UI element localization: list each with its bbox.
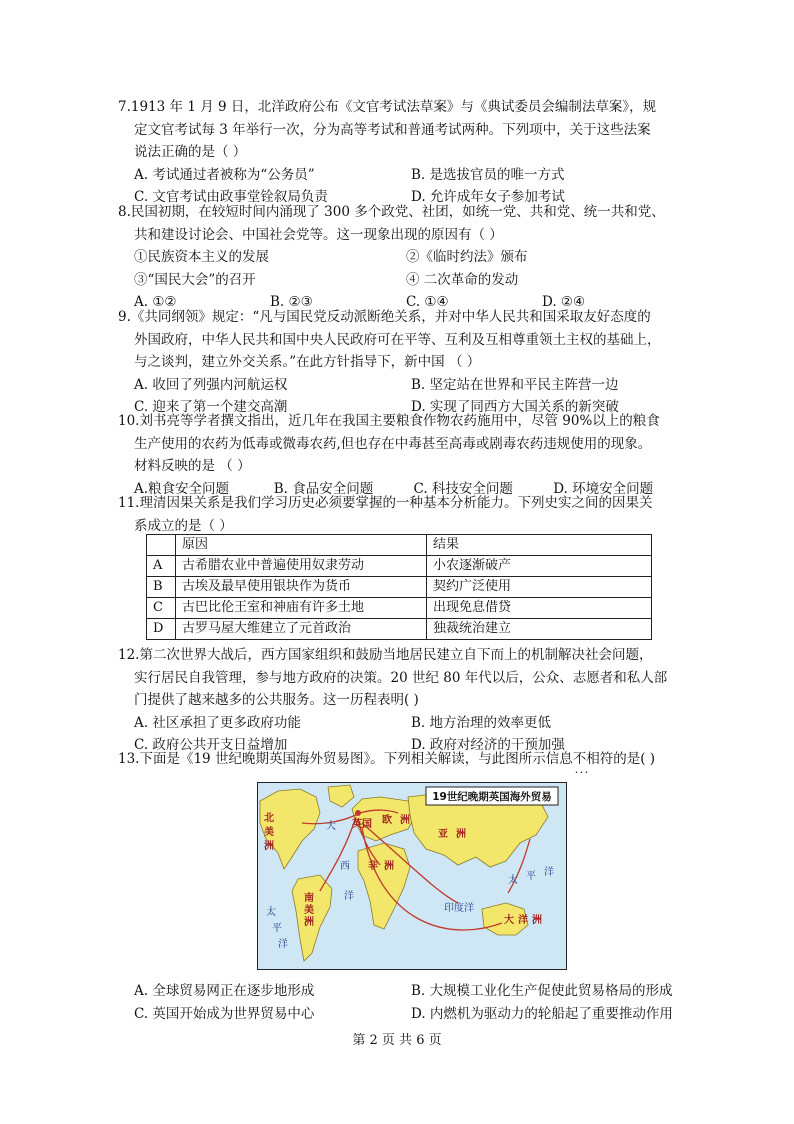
- map-label: 西: [340, 861, 350, 872]
- option-a[interactable]: A. 考试通过者被称为“公务员”: [134, 166, 315, 183]
- option-b[interactable]: B. 食品安全问题: [273, 480, 374, 497]
- option-a[interactable]: A. 全球贸易网正在逐步地形成: [134, 983, 315, 999]
- table-cell: D: [147, 619, 176, 640]
- table-header-cause: 原因: [176, 535, 427, 556]
- q7-options: [118, 164, 688, 187]
- option-a[interactable]: A. ①②: [134, 294, 177, 310]
- table-header-result: 结果: [427, 535, 652, 556]
- q13-options: [118, 1003, 688, 1026]
- option-b[interactable]: B. 大规模工业化生产促使此贸易格局的形成: [411, 983, 673, 999]
- q7-line: 7.1913 年 1 月 9 日，北洋政府公布《文官考试法草案》与《典试委员会编制法草案》，规: [118, 99, 657, 115]
- question-13-options: [118, 980, 688, 1025]
- option-c[interactable]: C. 政府公共开支日益增加: [134, 737, 288, 753]
- map-title: 19世纪晚期英国海外贸易: [432, 791, 552, 803]
- q10-line: 生产使用的农药为低毒或微毒农药,但也存在中毒甚至高毒或剧毒农药违规使用的现象。: [134, 435, 652, 452]
- q8-item: ①民族资本主义的发展: [134, 249, 269, 265]
- map-label: 非: [368, 861, 378, 872]
- africa-shape: [358, 843, 410, 929]
- table-cell: 契约广泛使用: [427, 577, 652, 598]
- q8-line: 8.民国初期，在较短时间内涌现了 300 多个政党、社团，如统一党、共和党、统一共和党、: [118, 204, 665, 220]
- trade-map: [257, 782, 567, 970]
- q13-line: [118, 748, 688, 771]
- map-label: 洲: [400, 815, 410, 826]
- option-d[interactable]: D. ②④: [542, 294, 586, 310]
- table-row: [147, 619, 652, 640]
- option-a[interactable]: A. 收回了列强内河航运权: [134, 376, 288, 393]
- q9-options: [118, 374, 688, 397]
- question-12: [118, 644, 688, 757]
- q8-items: [118, 246, 678, 269]
- table-cell: 古希腊农业中普遍使用奴隶劳动: [176, 556, 427, 577]
- q8-item: ③“国民大会”的召开: [134, 271, 256, 288]
- map-label: 北: [264, 813, 274, 824]
- table-cell: [147, 535, 176, 556]
- table-cell: 独裁统治建立: [427, 619, 652, 640]
- q8-items: [118, 269, 678, 292]
- q8-item: ④ 二次革命的发动: [406, 271, 519, 288]
- q7-line: 定文官考试每 3 年举行一次，分为高等考试和普通考试两种。下列项中，关于这些法案: [134, 121, 651, 138]
- table-row: [147, 598, 652, 619]
- table-cell: A: [147, 556, 176, 577]
- table-cell: 出现免息借贷: [427, 598, 652, 619]
- option-c[interactable]: C. 迎来了第一个建交高潮: [134, 399, 288, 415]
- question-10: [118, 410, 693, 500]
- option-d[interactable]: D. 允许成年女子参加考试: [411, 189, 565, 205]
- table-cell: 古巴比伦王室和神庙有许多土地: [176, 598, 427, 619]
- option-c[interactable]: C. 科技安全问题: [413, 480, 513, 497]
- option-b[interactable]: B. 地方治理的效率更低: [411, 714, 552, 731]
- q13-text: 13.下面是《19 世纪晚期英国海外贸易图》。下列相关解读，与此图所示信息: [118, 751, 573, 767]
- q13-text: 的是( ): [613, 751, 656, 767]
- map-label: 平: [272, 923, 282, 934]
- table-cell: C: [147, 598, 176, 619]
- table-cell: 古埃及最早使用银块作为货币: [176, 577, 427, 598]
- option-c[interactable]: C. 文官考试由政事堂铨叙局负责: [134, 189, 328, 205]
- q11-line: 系成立的是（ ）: [134, 517, 233, 534]
- map-label: 大: [504, 915, 514, 926]
- question-11: [118, 492, 688, 537]
- map-label: 南: [304, 893, 314, 904]
- map-label: 洲: [456, 829, 466, 840]
- map-label: 大: [326, 821, 336, 832]
- option-d[interactable]: D. 环境安全问题: [553, 480, 654, 497]
- map-label: 洲: [304, 917, 314, 928]
- map-label: 洋: [344, 891, 354, 902]
- table-cell: 古罗马屋大维建立了元首政治: [176, 619, 427, 640]
- q9-line: 外国政府，中华人民共和国中央人民政府可在平等、互利及互相尊重领土主权的基础上，: [134, 331, 661, 348]
- q7-line: 说法正确的是（ ）: [134, 144, 247, 160]
- option-d[interactable]: D. 实现了同西方大国关系的新突破: [411, 399, 619, 415]
- table-row: [147, 556, 652, 577]
- option-c[interactable]: C. 英国开始成为世界贸易中心: [134, 1005, 315, 1022]
- map-label: 美: [304, 905, 314, 916]
- table-row: [147, 577, 652, 598]
- q12-options: [118, 712, 688, 735]
- question-13: [118, 748, 688, 771]
- q12-line: 12.第二次世界大战后，西方国家组织和鼓励当地居民建立自下而上的机制解决社会问题，: [118, 647, 653, 663]
- option-c[interactable]: C. ①④: [406, 294, 449, 310]
- page-footer: 第 2 页 共 6 页: [352, 1033, 442, 1048]
- q9-line: 与之谈判，建立外交关系。”在此方针指导下，新中国 （ ）: [134, 354, 481, 370]
- map-label: 平: [526, 871, 536, 882]
- map-label: 洲: [384, 861, 394, 872]
- map-label: 欧: [382, 815, 392, 826]
- map-label: 英国: [352, 819, 372, 830]
- map-label: 太: [266, 907, 276, 918]
- option-b[interactable]: B. 是选拔官员的唯一方式: [411, 166, 565, 183]
- q8-item: ②《临时约法》颁布: [406, 249, 528, 265]
- q9-line: 9.《共同纲领》规定：“凡与国民党反动派断绝关系，并对中华人民共和国采取友好态度的: [118, 309, 651, 325]
- q11-line: 11.理清因果关系是我们学习历史必须要掌握的一种基本分析能力。下列史实之间的因果关: [118, 495, 653, 511]
- question-8: [118, 201, 678, 314]
- map-label: 亚: [438, 829, 448, 840]
- question-9: [118, 306, 688, 419]
- map-label: 洲: [264, 841, 274, 852]
- table-cell: 小农逐渐破产: [427, 556, 652, 577]
- map-label: 洋: [544, 867, 554, 878]
- map-label: 洋: [278, 939, 288, 950]
- table-header-row: [147, 535, 652, 556]
- option-a[interactable]: A.粮食安全问题: [134, 480, 230, 497]
- q12-line: 实行居民自我管理，参与地方政府的决策。20 世纪 80 年代以后，公众、志愿者和私人部: [134, 669, 668, 686]
- q10-line: 材料反映的是 （ ）: [134, 458, 251, 474]
- q12-line: 门提供了越来越多的公共服务。这一历程表明( ): [134, 692, 419, 708]
- greenland-shape: [328, 785, 354, 807]
- option-d[interactable]: D. 内燃机为驱动力的轮船起了重要推动作用: [411, 1005, 673, 1022]
- map-label: 印度洋: [444, 903, 474, 914]
- option-b[interactable]: B. 坚定站在世界和平民主阵营一边: [411, 376, 619, 393]
- map-label: 洋: [518, 915, 528, 926]
- option-d[interactable]: D. 政府对经济的干预加强: [411, 737, 565, 753]
- world-map-svg: [258, 783, 566, 969]
- q13-emphasis: 不相符 · · ·: [573, 751, 614, 767]
- map-label: 太: [508, 875, 518, 886]
- q10-line: 10.刘书亮等学者撰文指出，近几年在我国主要粮食作物农药施用中，尽管 90%以上的粮食: [118, 413, 660, 429]
- map-label: 美: [264, 827, 274, 838]
- q13-options: [118, 980, 688, 1003]
- cause-effect-table: [146, 534, 652, 640]
- option-a[interactable]: A. 社区承担了更多政府功能: [134, 714, 301, 731]
- table-cell: B: [147, 577, 176, 598]
- option-b[interactable]: B. ②③: [270, 294, 313, 310]
- question-7: [118, 96, 688, 209]
- q8-line: 共和建设讨论会、中国社会党等。这一现象出现的原因有（ ）: [134, 226, 503, 243]
- map-label: 洲: [532, 915, 542, 926]
